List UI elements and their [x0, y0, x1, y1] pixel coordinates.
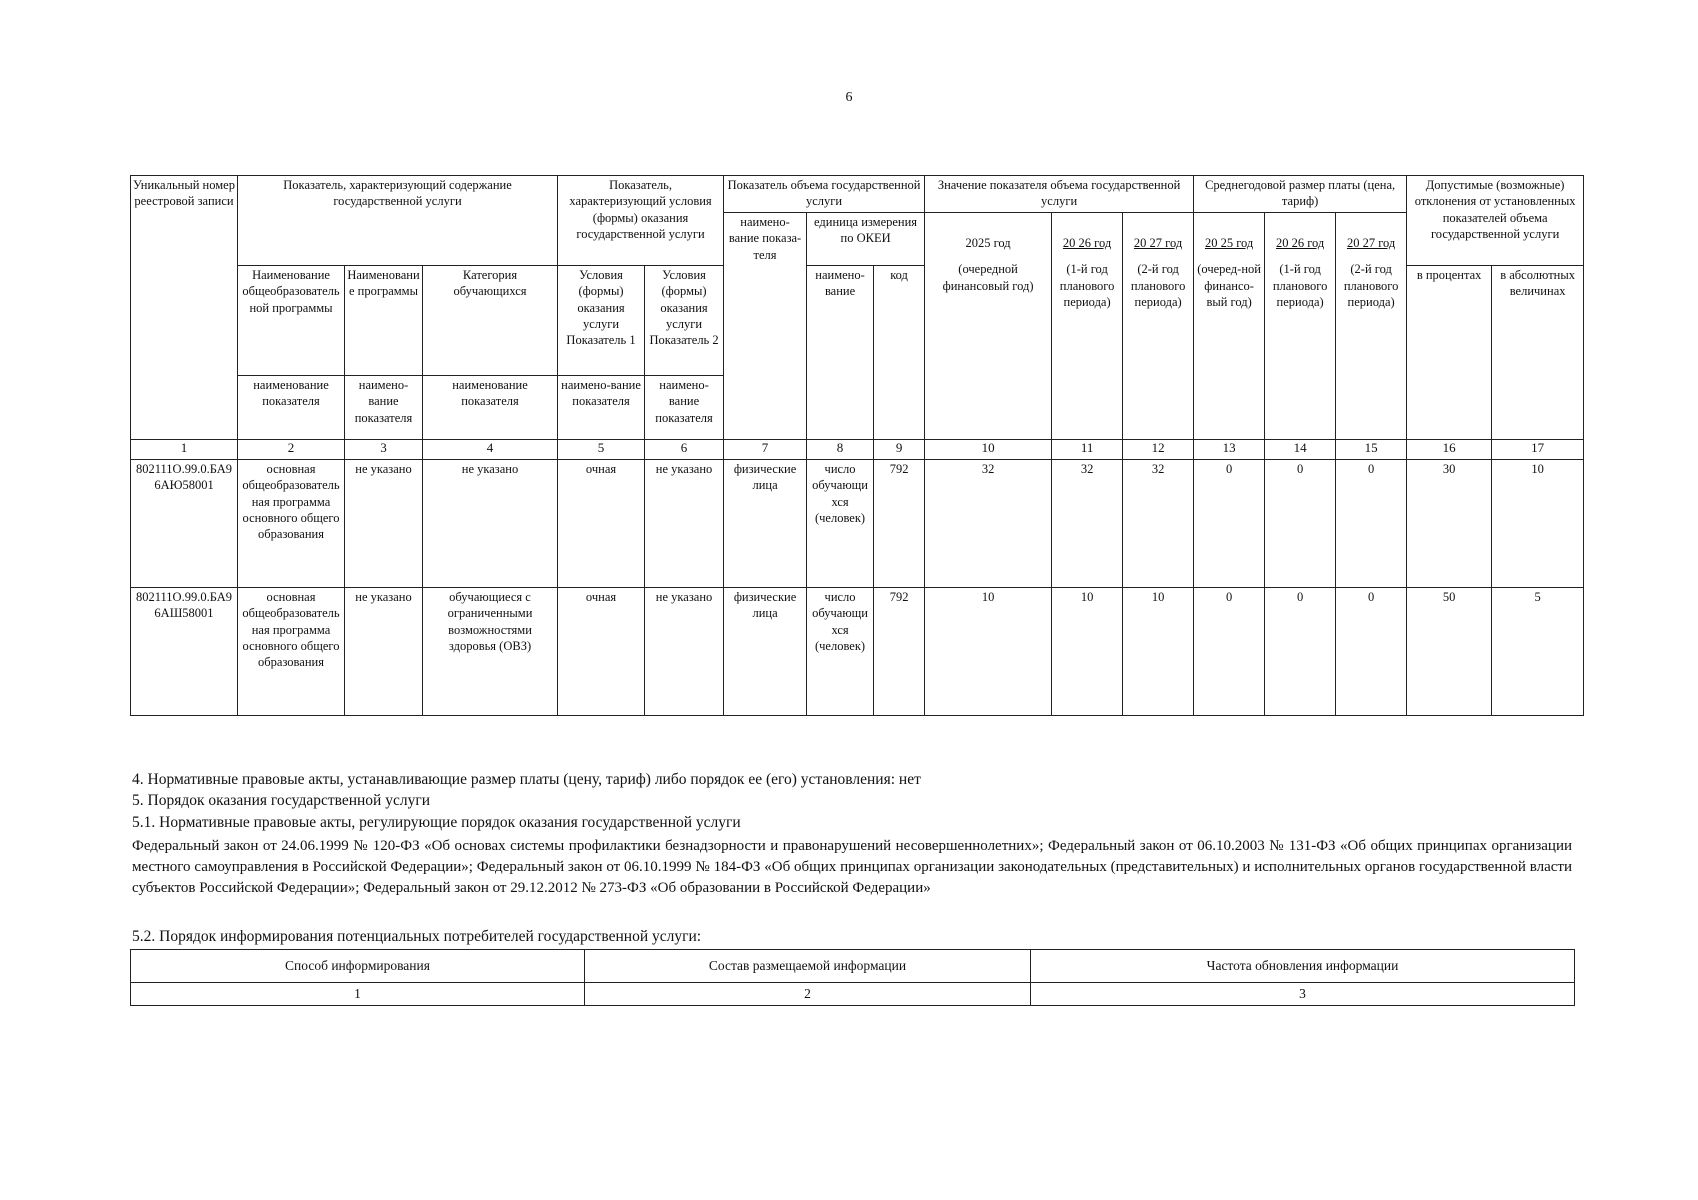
indicator-name-2: наименование показателя — [238, 376, 345, 440]
dev-abs-cell: 10 — [1492, 460, 1584, 588]
header-dev-percent: в процентах — [1407, 266, 1492, 440]
header-avg-fee: Среднегодовой размер платы (цена, тариф) — [1194, 176, 1407, 213]
fee-2027-cell: 0 — [1336, 460, 1407, 588]
info-header-frequency: Частота обновления информации — [1031, 950, 1575, 983]
unit-name-cell: число обучающихся (человек) — [807, 588, 874, 716]
program-name-cell: основная общеобразовательная программа основного общего образования — [238, 460, 345, 588]
section-5-1-laws: Федеральный закон от 24.06.1999 № 120-ФЗ «Об основах системы профилактики безнадзорности и правонарушений несовершеннолетних»; Федеральный закон от 06.10.2003 № 131-ФЗ «Об общих принципах организации местного самоуправления в Российской Федерации»; Федеральный закон от 06.10.1999 № 184-ФЗ «Об общих принципах организации законодательных (представительных) и исполнительных органов государственной власти субъектов Российской Федерации»; Федеральный закон от 29.12.2012 № 273-ФЗ «Об образовании в Российской Федерации» — [132, 838, 1572, 896]
col-number: 12 — [1123, 440, 1194, 460]
value-2025-cell: 10 — [925, 588, 1052, 716]
fee-2025-cell: 0 — [1194, 460, 1265, 588]
section-5-heading: 5. Порядок оказания государственной услуги — [132, 792, 430, 809]
header-vol-name: наимено-вание показа-теля — [724, 213, 807, 440]
value-2025-cell: 32 — [925, 460, 1052, 588]
fee-2027-cell: 0 — [1336, 588, 1407, 716]
col-number: 11 — [1052, 440, 1123, 460]
header-fee-2027 — [1336, 213, 1407, 440]
col-number: 14 — [1265, 440, 1336, 460]
year-2026-label: 20 26 год — [1062, 236, 1112, 250]
information-table — [130, 949, 1575, 1006]
col-number: 4 — [423, 440, 558, 460]
col-number: 7 — [724, 440, 807, 460]
header-dev-absolute: в абсолютных величинах — [1492, 266, 1584, 440]
col-number: 6 — [645, 440, 724, 460]
fee-2025-cell: 0 — [1194, 588, 1265, 716]
header-volume-indicator: Показатель объема государственной услуги — [724, 176, 925, 213]
unit-code-cell: 792 — [874, 588, 925, 716]
header-unique-number: Уникальный номер реестровой записи — [131, 176, 238, 440]
header-fee-2026 — [1265, 213, 1336, 440]
value-2026-cell: 32 — [1052, 460, 1123, 588]
indicator-name-6: наимено-вание показателя — [645, 376, 724, 440]
header-fee-2025 — [1194, 213, 1265, 440]
col-number: 16 — [1407, 440, 1492, 460]
indicator-name-5: наимено-вание показателя — [558, 376, 645, 440]
volume-name-cell: физические лица — [724, 460, 807, 588]
section-4-text: 4. Нормативные правовые акты, устанавливающие размер платы (цену, тариф) либо порядок ее (его) установления: нет — [132, 771, 921, 788]
fee-2026-note: (1-й год планового периода) — [1272, 262, 1328, 309]
year-2025-note: (очередной финансовый год) — [942, 262, 1034, 293]
col-number: 9 — [874, 440, 925, 460]
service-volume-table — [130, 175, 1584, 716]
year-2025-label: 2025 год — [965, 236, 1011, 250]
header-program-name: Наименование общеобразовательной программы — [238, 266, 345, 376]
header-unit: единица измерения по ОКЕИ — [807, 213, 925, 266]
indicator-name-4: наименование показателя — [423, 376, 558, 440]
col-number: 17 — [1492, 440, 1584, 460]
col-number: 10 — [925, 440, 1052, 460]
program-name-cell: основная общеобразовательная программа основного общего образования — [238, 588, 345, 716]
header-conditions-indicator: Показатель, характеризующий условия (формы) оказания государственной услуги — [558, 176, 724, 266]
value-2026-cell: 10 — [1052, 588, 1123, 716]
header-year-2026 — [1052, 213, 1123, 440]
value-2027-cell: 32 — [1123, 460, 1194, 588]
dev-abs-cell: 5 — [1492, 588, 1584, 716]
info-col-number: 2 — [585, 983, 1031, 1006]
col-number: 1 — [131, 440, 238, 460]
condition-2-cell: не указано — [645, 460, 724, 588]
header-year-2027 — [1123, 213, 1194, 440]
col-number: 13 — [1194, 440, 1265, 460]
category-cell: обучающиеся с ограниченными возможностями здоровья (ОВЗ) — [423, 588, 558, 716]
volume-name-cell: физические лица — [724, 588, 807, 716]
unit-code-cell: 792 — [874, 460, 925, 588]
info-header-content: Состав размещаемой информации — [585, 950, 1031, 983]
fee-2027-label: 20 27 год — [1346, 236, 1396, 250]
header-year-2025 — [925, 213, 1052, 440]
header-deviations: Допустимые (возможные) отклонения от установленных показателей объема государственной услуги — [1407, 176, 1584, 266]
header-student-category: Категория обучающихся — [423, 266, 558, 376]
table-row — [131, 460, 1584, 588]
col-number: 3 — [345, 440, 423, 460]
condition-1-cell: очная — [558, 588, 645, 716]
unit-name-cell: число обучающихся (человек) — [807, 460, 874, 588]
col-number: 5 — [558, 440, 645, 460]
fee-2026-label: 20 26 год — [1275, 236, 1325, 250]
col-number: 8 — [807, 440, 874, 460]
program-cell: не указано — [345, 588, 423, 716]
header-volume-value: Значение показателя объема государственной услуги — [925, 176, 1194, 213]
dev-percent-cell: 30 — [1407, 460, 1492, 588]
header-unit-code: код — [874, 266, 925, 440]
page-number: 6 — [845, 90, 853, 105]
fee-2026-cell: 0 — [1265, 460, 1336, 588]
header-program: Наименование программы — [345, 266, 423, 376]
registry-number: 802111О.99.0.БА96АШ58001 — [131, 588, 238, 716]
header-content-indicator: Показатель, характеризующий содержание государственной услуги — [238, 176, 558, 266]
header-unit-name: наимено-вание — [807, 266, 874, 440]
info-header-method: Способ информирования — [131, 950, 585, 983]
year-2027-label: 20 27 год — [1133, 236, 1183, 250]
year-2027-note: (2-й год планового периода) — [1130, 262, 1186, 309]
header-condition-1: Условия (формы) оказания услуги Показатель 1 — [558, 266, 645, 376]
condition-2-cell: не указано — [645, 588, 724, 716]
col-number: 15 — [1336, 440, 1407, 460]
info-col-number: 1 — [131, 983, 585, 1006]
category-cell: не указано — [423, 460, 558, 588]
condition-1-cell: очная — [558, 460, 645, 588]
registry-number: 802111О.99.0.БА96АЮ58001 — [131, 460, 238, 588]
section-5-1-heading: 5.1. Нормативные правовые акты, регулирующие порядок оказания государственной услуги — [132, 814, 741, 831]
section-5-2-heading: 5.2. Порядок информирования потенциальных потребителей государственной услуги: — [132, 928, 702, 945]
value-2027-cell: 10 — [1123, 588, 1194, 716]
fee-2025-note: (очеред-ной финансо-вый год) — [1197, 262, 1261, 309]
fee-2027-note: (2-й год планового периода) — [1343, 262, 1399, 309]
dev-percent-cell: 50 — [1407, 588, 1492, 716]
header-condition-2: Условия (формы) оказания услуги Показатель 2 — [645, 266, 724, 376]
info-col-number: 3 — [1031, 983, 1575, 1006]
col-number: 2 — [238, 440, 345, 460]
indicator-name-3: наимено-вание показателя — [345, 376, 423, 440]
year-2026-note: (1-й год планового периода) — [1059, 262, 1115, 309]
fee-2025-label: 20 25 год — [1204, 236, 1254, 250]
fee-2026-cell: 0 — [1265, 588, 1336, 716]
table-row — [131, 588, 1584, 716]
program-cell: не указано — [345, 460, 423, 588]
